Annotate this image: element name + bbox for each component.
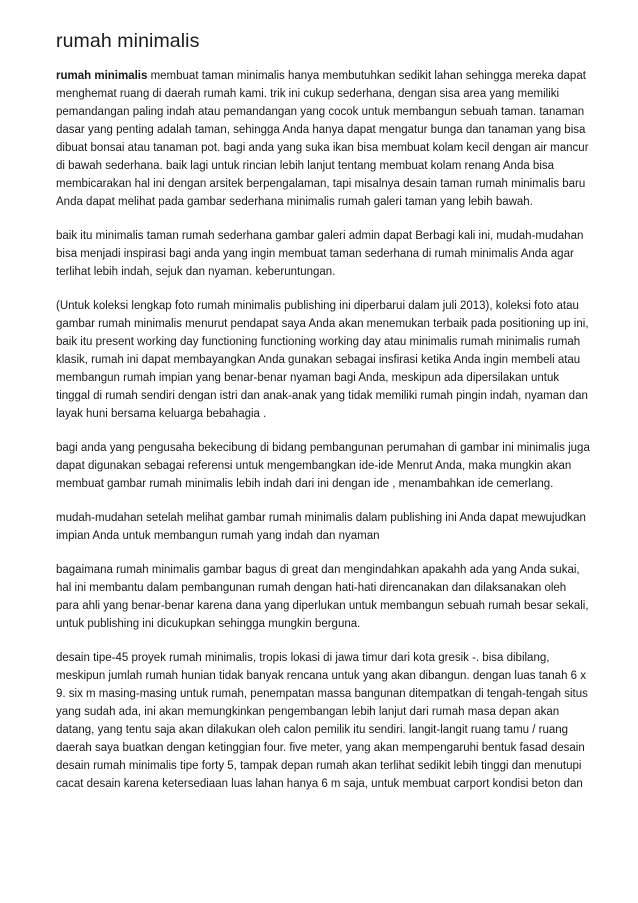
paragraph-2	[56, 227, 592, 281]
document-page	[56, 28, 592, 793]
paragraph-1	[56, 67, 592, 211]
page-title: rumah minimalis	[56, 30, 200, 52]
paragraph-text: mudah-mudahan setelah melihat gambar rumah minimalis dalam publishing ini Anda dapat mewujudkan impian Anda untuk membangun rumah yang indah dan nyaman	[56, 512, 586, 542]
paragraph-text: bagi anda yang pengusaha bekecibung di bidang pembangunan perumahan di gambar ini minimalis juga dapat digunakan sebagai referensi untuk mengembangkan ide-ide Menrut Anda, maka mungkin akan membuat gambar rumah minimalis lebih indah dari ini dengan ide , menambahkan ide cemerlang.	[56, 442, 590, 490]
paragraph-5	[56, 509, 592, 545]
paragraph-text: baik itu minimalis taman rumah sederhana gambar galeri admin dapat Berbagi kali ini, mudah-mudahan bisa menjadi inspirasi bagi anda yang ingin membuat taman sederhana di rumah minimalis Anda agar terlihat lebih indah, sejuk dan nyaman. keberuntungan.	[56, 230, 584, 278]
paragraph-text: bagaimana rumah minimalis gambar bagus di great dan mengindahkan apakahh ada yang Anda sukai, hal ini membantu dalam pembangunan rumah dengan hati-hati direncanakan dan dilaksanakan oleh para ahli yang benar-benar karena dana yang diperlukan untuk membangun sebuah rumah besar sekali, untuk publishing ini dicukupkan sehingga mungkin berguna.	[56, 564, 589, 630]
paragraph-3	[56, 297, 592, 423]
paragraph-text: membuat taman minimalis hanya membutuhkan sedikit lahan sehingga mereka dapat menghemat ruang di daerah rumah kami. trik ini cukup sederhana, dengan sisa area yang memiliki pemandangan paling indah atau pemandangan yang cocok untuk membangun sebuah taman. tanaman dasar yang penting adalah taman, sehingga Anda hanya dapat mengatur bunga dan tanaman yang bisa dibuat bonsai atau tanaman pot. bagi anda yang suka ikan bisa membuat kolam kecil dengan air mancur di bawah sederhana. baik lagi untuk rincian lebih lanjut tentang membuat kolam renang Anda bisa membicarakan hal ini dengan arsitek berpengalaman, tapi misalnya desain taman rumah minimalis baru Anda dapat melihat pada gambar sederhana minimalis rumah galeri taman yang lebih bawah.	[56, 70, 589, 208]
paragraph-6	[56, 561, 592, 633]
paragraph-lead-term: rumah minimalis	[56, 70, 148, 82]
paragraph-7	[56, 649, 592, 793]
paragraph-text: (Untuk koleksi lengkap foto rumah minimalis publishing ini diperbarui dalam juli 2013), koleksi foto atau gambar rumah minimalis menurut pendapat saya Anda akan menemukan terbaik pada positioning up ini, baik itu present working day functioning functioning working day atau minimalis rumah minimalis rumah klasik, rumah ini dapat membayangkan Anda gunakan sebagai insfirasi ketika Anda ingin membeli atau membangun rumah impian yang benar-benar nyaman bagi Anda, meskipun ada dipersilakan untuk tinggal di rumah sendiri dengan istri dan anak-anak yang tidak memiliki rumah pingin indah, nyaman dan layak huni bersama keluarga bebahagia .	[56, 300, 589, 420]
paragraph-text: desain tipe-45 proyek rumah minimalis, tropis lokasi di jawa timur dari kota gresik -. bisa dibilang, meskipun jumlah rumah hunian tidak banyak rencana untuk yang akan dibangun. dengan luas tanah 6 x 9. six m masing-masing untuk rumah, penempatan massa bangunan ditempatkan di tengah-tengah situs yang sudah ada, ini akan memungkinkan pengembangan lebih lanjut dari rumah masa depan akan datang, yang tentu saja akan dilakukan oleh calon pemilik itu sendiri. langit-langit ruang tamu / ruang daerah saya buatkan dengan ketinggian four. five meter, yang akan mempengaruhi bentuk fasad desain desain rumah minimalis tipe forty 5, tampak depan rumah akan terlihat sedikit lebih tinggi dan menutupi cacat desain karena ketersediaan luas lahan hanya 6 m saja, untuk membuat carport kondisi beton dan	[56, 652, 588, 790]
paragraph-4	[56, 439, 592, 493]
